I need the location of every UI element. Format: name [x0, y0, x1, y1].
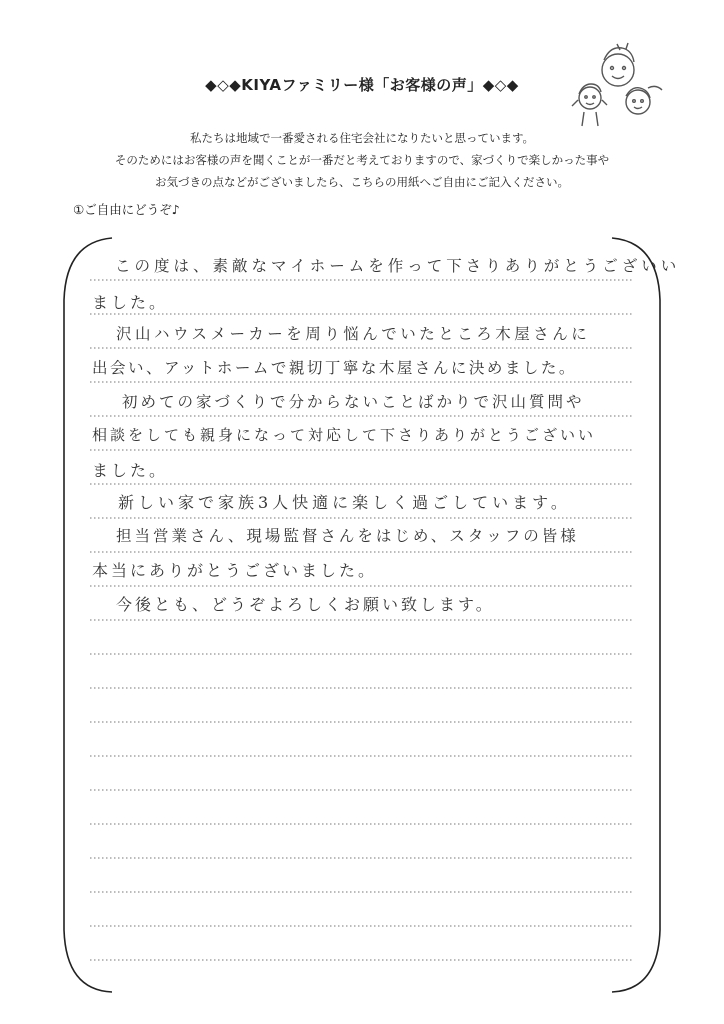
handwritten-line: 今後とも、どうぞよろしくお願い致します。 [116, 595, 495, 614]
handwritten-line: 沢山ハウスメーカーを周り悩んでいたところ木屋さんに [116, 325, 591, 343]
handwritten-line: 初めての家づくりで分からないことばかりで沢山質問や [122, 393, 585, 411]
family-doodle-icon [560, 40, 670, 130]
handwritten-line: 出会い、アットホームで親切丁寧な木屋さんに決めました。 [92, 359, 577, 377]
handwritten-line: 相談をしても親身になって対応して下さりありがとうございい [92, 426, 597, 444]
handwritten-line: 本当にありがとうございました。 [92, 561, 378, 580]
handwritten-line: ました。 [92, 293, 169, 312]
handwritten-line: この度は、素敵なマイホームを作って下さりありがとうございい [115, 257, 681, 275]
intro-line: そのためにはお客様の声を聞くことが一番だと考えておりますので、家づくりで楽しかった事や [114, 153, 610, 167]
intro-text [0, 127, 724, 193]
page-title: ◆◇◆KIYAファミリー様「お客様の声」◆◇◆ [205, 76, 519, 94]
prompt-label: ①ご自由にどうぞ♪ [73, 202, 180, 217]
handwritten-line: ました。 [92, 461, 169, 480]
handwritten-line: 新しい家で家族3人快適に楽しく過ごしています。 [118, 493, 571, 512]
handwritten-line: 担当営業さん、現場監督さんをはじめ、スタッフの皆様 [116, 527, 579, 545]
intro-line: 私たちは地域で一番愛される住宅会社になりたいと思っています。 [189, 131, 535, 145]
intro-line: お気づきの点などがございましたら、こちらの用紙へご自由にご記入ください。 [155, 175, 569, 189]
